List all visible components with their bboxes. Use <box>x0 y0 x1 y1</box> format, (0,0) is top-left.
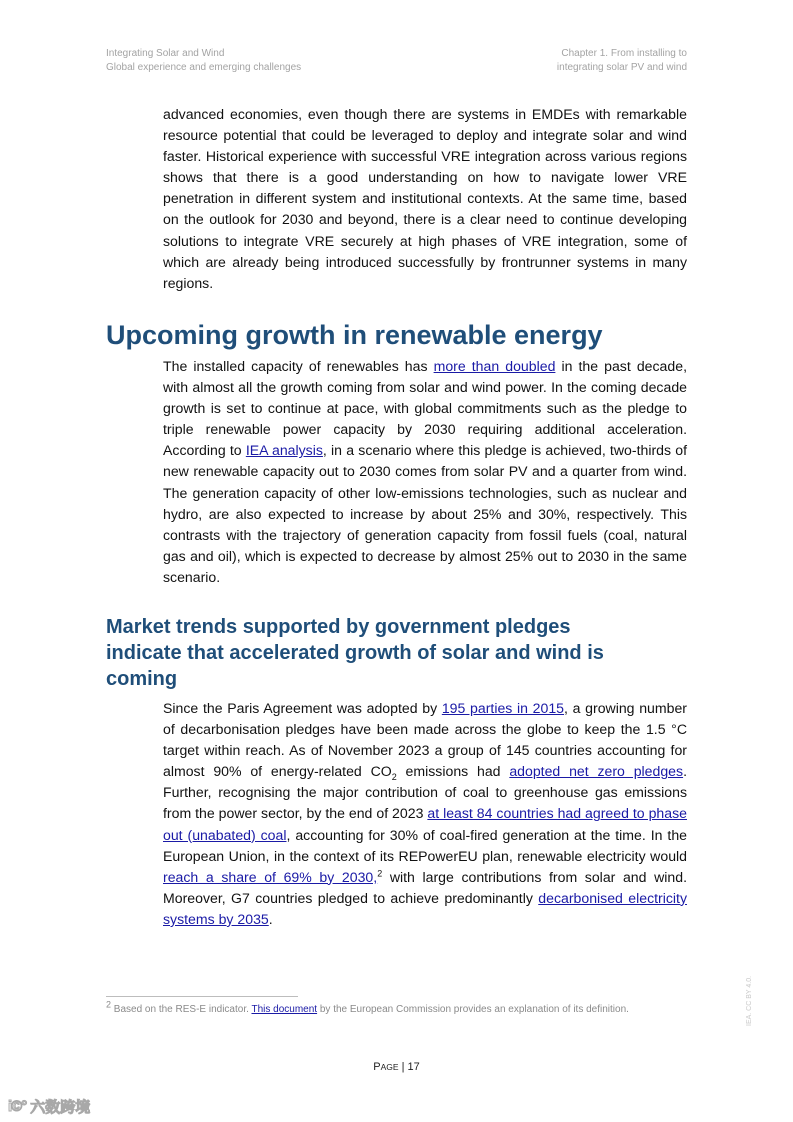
heading-line: coming <box>106 668 178 690</box>
running-header-left <box>106 47 301 74</box>
text-run: Based on the RES-E indicator. <box>111 1004 252 1015</box>
footnote-number: 2 <box>106 999 112 1010</box>
watermark-logo-icon: i©° <box>8 1098 27 1115</box>
heading-line: indicate that accelerated growth of solar and wind is <box>106 642 604 664</box>
page-label-rest: AGE <box>380 1062 399 1072</box>
link-coal-phase-out[interactable]: at least 84 countries had agreed to phase out (unabated) coal <box>163 805 687 843</box>
link-this-document[interactable]: This document <box>251 1004 318 1015</box>
section1-paragraph <box>163 356 687 588</box>
license-notice: IEA. CC BY 4.0. <box>746 975 753 1026</box>
text-run: Since the Paris Agreement was adopted by <box>163 700 442 716</box>
link-share-69-percent[interactable]: reach a share of 69% by 2030, <box>163 868 378 885</box>
chapter-title-line1: Chapter 1. From installing to <box>561 48 687 59</box>
link-decarbonised-electricity[interactable]: decarbonised electricity systems by 2035 <box>163 889 687 927</box>
section-heading-market-trends <box>106 614 666 692</box>
link-195-parties[interactable]: 195 parties in 2015 <box>441 700 565 716</box>
link-net-zero-pledges[interactable]: adopted net zero pledges <box>509 763 684 780</box>
co2-subscript: 2 <box>391 772 397 783</box>
report-title: Integrating Solar and Wind <box>106 48 225 59</box>
footnote <box>106 999 629 1016</box>
page-number <box>0 1061 793 1073</box>
page-label-initial: P <box>373 1061 381 1073</box>
page-number-value: 17 <box>407 1061 420 1073</box>
text-run: emissions had <box>396 763 510 780</box>
text-run: in the past decade, with almost all the growth coming from solar and wind power. In the coming decade growth is set to continue at pace, with global commitments such as the pledge to triple renewable power capacity by 2030 requiring additional acceleration. According to <box>163 358 687 459</box>
section-heading-upcoming-growth: Upcoming growth in renewable energy <box>106 320 603 350</box>
link-more-than-doubled[interactable]: more than doubled <box>433 358 556 374</box>
footnote-reference: 2 <box>377 868 383 879</box>
watermark <box>8 1096 90 1117</box>
chapter-title-line2: integrating solar PV and wind <box>556 61 687 73</box>
footnote-divider <box>106 996 298 997</box>
watermark-text: 六数跨境 <box>30 1099 91 1116</box>
heading-line: Market trends supported by government pledges <box>106 616 571 638</box>
text-run: , a growing number of decarbonisation pledges have been made across the globe to keep the 1.5 °C target within reach. As of November 2023 a group of 145 countries accounting for almost 90% of energy-related CO <box>163 700 687 780</box>
page-separator: | <box>398 1061 408 1073</box>
text-run: . <box>268 910 273 927</box>
link-iea-analysis[interactable]: IEA analysis <box>245 442 323 459</box>
text-run: , in a scenario where this pledge is achieved, two-thirds of new renewable capacity out to 2030 comes from solar PV and a quarter from wind. The generation capacity of other low-emissions technologies, such as nuclear and hydro, are also expected to increase by about 25% and 30%, respectively. This contrasts with the trajectory of generation capacity from fossil fuels (coal, natural gas and oil), which is expected to decrease by almost 25% out to 2030 in the same scenario. <box>163 442 687 585</box>
running-header-right <box>557 47 687 74</box>
text-run: . Further, recognising the major contribution of coal to greenhouse gas emissions from the power sector, by the end of 2023 <box>163 763 687 822</box>
text-run: by the European Commission provides an explanation of its definition. <box>317 1004 629 1015</box>
text-run: The installed capacity of renewables has <box>163 358 434 374</box>
intro-paragraph: advanced economies, even though there are systems in EMDEs with remarkable resource potential that could be leveraged to deploy and integrate solar and wind faster. Historical experience with successful VRE integration across various regions shows that there is a good understanding on how to navigate lower VRE penetration in different system and institutional contexts. At the same time, based on the outlook for 2030 and beyond, there is a clear need to continue developing solutions to integrate VRE securely at high phases of VRE integration, some of which are already being introduced successfully by frontrunner systems in many regions. <box>163 106 687 291</box>
text-run: with large contributions from solar and wind. Moreover, G7 countries pledged to achieve predominantly <box>163 868 687 906</box>
report-subtitle: Global experience and emerging challenges <box>106 61 302 73</box>
section2-paragraph <box>163 698 687 930</box>
text-run: , accounting for 30% of coal-fired generation at the time. In the European Union, in the context of its REPowerEU plan, renewable electricity would <box>163 826 688 864</box>
